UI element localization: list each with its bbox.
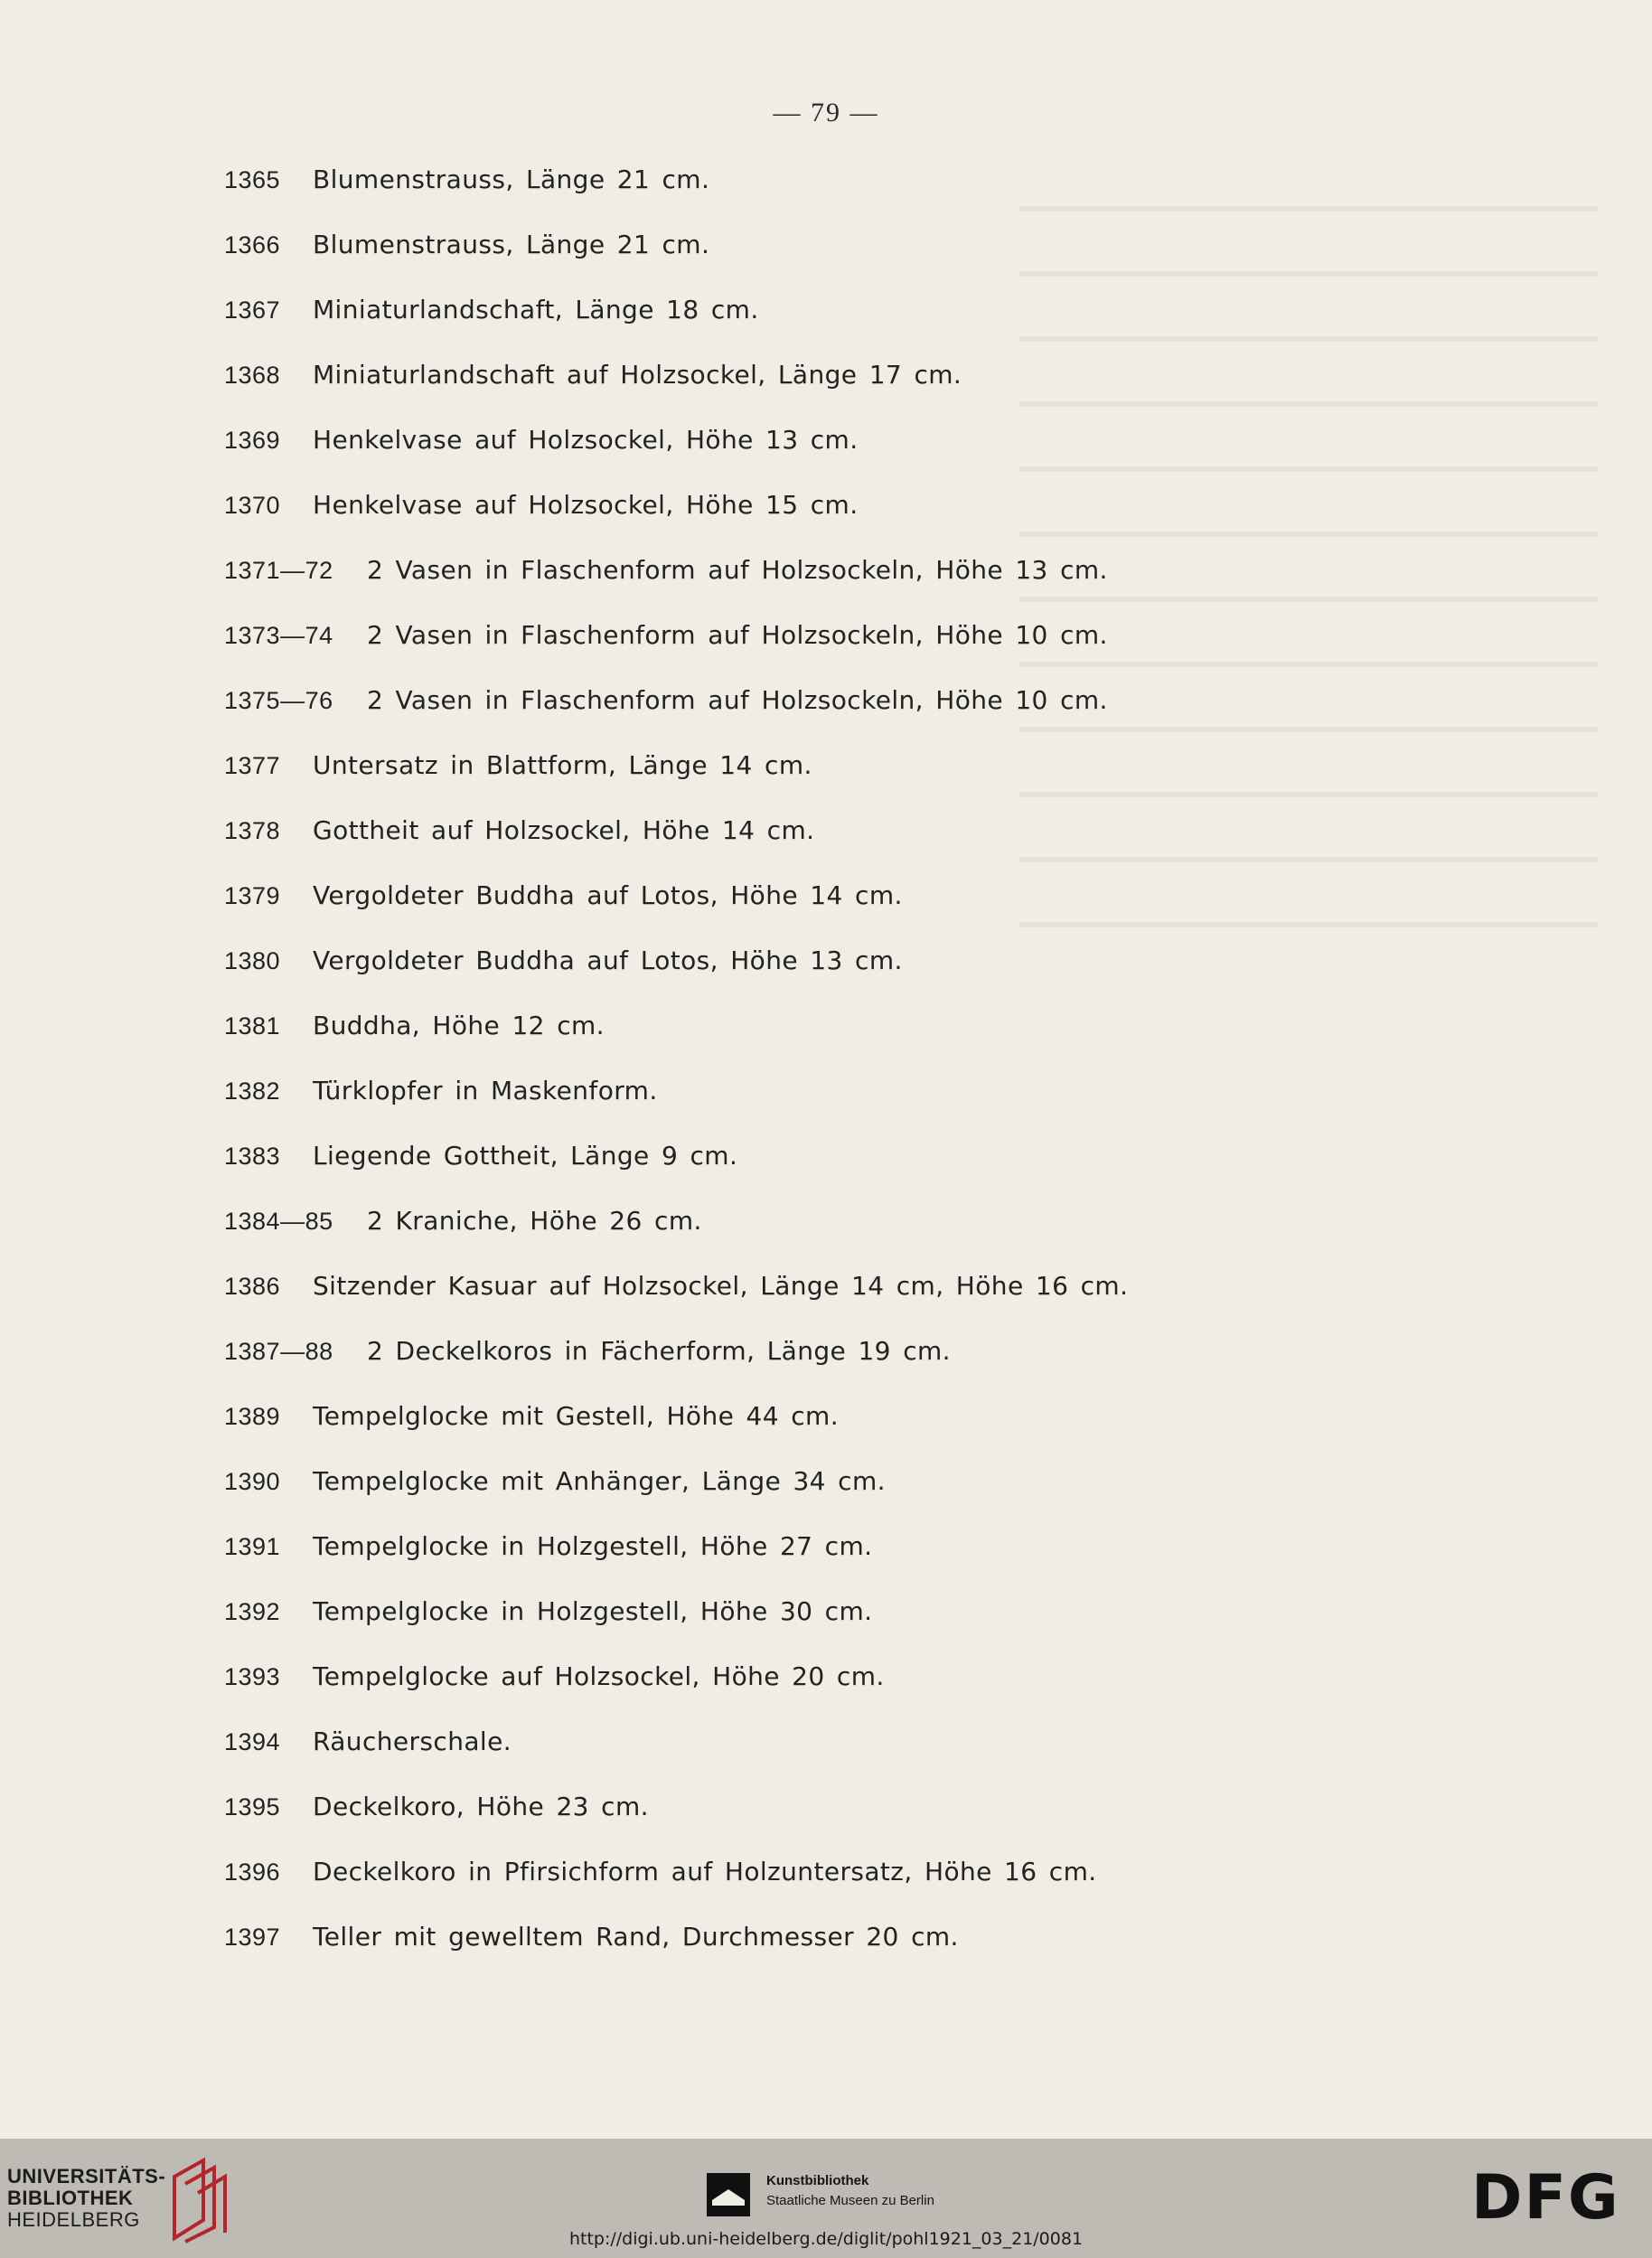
entry-description: Henkelvase auf Holzsockel, Höhe 15 cm. xyxy=(313,490,859,520)
entry-description: Blumenstrauss, Länge 21 cm. xyxy=(313,230,710,259)
kb-subtitle: Staatliche Museen zu Berlin xyxy=(766,2193,934,2208)
entry-number: 1386 xyxy=(224,1273,281,1300)
entry-description: Tempelglocke in Holzgestell, Höhe 27 cm. xyxy=(313,1531,873,1561)
entry-description: Tempelglocke mit Gestell, Höhe 44 cm. xyxy=(313,1401,840,1431)
footer-bar xyxy=(0,2139,1652,2258)
catalog-entry xyxy=(224,1661,1399,1726)
catalog-entry xyxy=(224,555,1399,620)
entry-number: 1383 xyxy=(224,1143,281,1170)
entry-number: 1379 xyxy=(224,882,281,909)
catalog-entry xyxy=(224,165,1399,230)
catalog-entry xyxy=(224,1792,1399,1857)
entry-number: 1389 xyxy=(224,1403,281,1430)
entry-description: Teller mit gewelltem Rand, Durchmesser 20 cm. xyxy=(313,1922,959,1952)
catalog-entry xyxy=(224,425,1399,490)
catalog-entry xyxy=(224,685,1399,750)
ub-logo-line1: UNIVERSITÄTS- xyxy=(7,2165,166,2187)
dfg-logo[interactable]: DFG xyxy=(1471,2162,1620,2234)
entry-description: Blumenstrauss, Länge 21 cm. xyxy=(313,165,710,194)
entry-number: 1370 xyxy=(224,492,281,519)
entry-description: Tempelglocke auf Holzsockel, Höhe 20 cm. xyxy=(313,1661,885,1691)
entry-description: Vergoldeter Buddha auf Lotos, Höhe 13 cm. xyxy=(313,946,903,975)
entry-description: 2 Deckelkoros in Fächerform, Länge 19 cm. xyxy=(367,1336,951,1366)
catalog-entry xyxy=(224,946,1399,1011)
catalog-entry xyxy=(224,230,1399,295)
entry-description: Henkelvase auf Holzsockel, Höhe 13 cm. xyxy=(313,425,859,455)
entry-number: 1393 xyxy=(224,1663,281,1690)
entry-number: 1387—88 xyxy=(224,1338,333,1365)
entry-description: 2 Kraniche, Höhe 26 cm. xyxy=(367,1206,702,1236)
catalog-entry xyxy=(224,1596,1399,1661)
entry-number: 1391 xyxy=(224,1533,281,1560)
heidelberg-library-logo[interactable] xyxy=(7,2166,165,2231)
catalog-entry xyxy=(224,620,1399,685)
ub-logo-line2: BIBLIOTHEK xyxy=(7,2187,134,2209)
catalog-entry xyxy=(224,490,1399,555)
catalog-entry xyxy=(224,750,1399,815)
entry-description: Räucherschale. xyxy=(313,1726,512,1756)
catalog-entry xyxy=(224,1336,1399,1401)
entry-description: Tempelglocke mit Anhänger, Länge 34 cm. xyxy=(313,1466,886,1496)
catalog-entry xyxy=(224,1922,1399,1987)
page-url[interactable]: http://digi.ub.uni-heidelberg.de/diglit/pohl1921_03_21/0081 xyxy=(568,2229,1084,2249)
catalog-entry xyxy=(224,1271,1399,1336)
entry-number: 1377 xyxy=(224,752,281,779)
entry-number: 1396 xyxy=(224,1858,281,1886)
entry-number: 1371—72 xyxy=(224,557,333,584)
catalog-entry xyxy=(224,1466,1399,1531)
entry-description: 2 Vasen in Flaschenform auf Holzsockeln, Höhe 10 cm. xyxy=(367,685,1108,715)
kb-title: Kunstbibliothek xyxy=(766,2173,869,2188)
entry-description: Deckelkoro, Höhe 23 cm. xyxy=(313,1792,649,1821)
entry-number: 1375—76 xyxy=(224,687,333,714)
entry-number: 1384—85 xyxy=(224,1208,333,1235)
entry-description: Sitzender Kasuar auf Holzsockel, Länge 14 cm, Höhe 16 cm. xyxy=(313,1271,1129,1301)
catalog-entries xyxy=(224,165,1399,1987)
entry-number: 1394 xyxy=(224,1728,281,1755)
entry-number: 1369 xyxy=(224,427,281,454)
entry-number: 1366 xyxy=(224,231,281,259)
entry-description: Buddha, Höhe 12 cm. xyxy=(313,1011,605,1040)
ub-logo-line3: HEIDELBERG xyxy=(7,2208,140,2231)
catalog-entry xyxy=(224,815,1399,880)
entry-number: 1378 xyxy=(224,817,281,844)
entry-number: 1397 xyxy=(224,1924,281,1951)
entry-description: Tempelglocke in Holzgestell, Höhe 30 cm. xyxy=(313,1596,873,1626)
catalog-entry xyxy=(224,1141,1399,1206)
catalog-entry xyxy=(224,1531,1399,1596)
entry-description: Liegende Gottheit, Länge 9 cm. xyxy=(313,1141,738,1171)
catalog-entry xyxy=(224,360,1399,425)
catalog-entry xyxy=(224,1206,1399,1271)
catalog-entry xyxy=(224,1011,1399,1076)
entry-description: Deckelkoro in Pfirsichform auf Holzuntersatz, Höhe 16 cm. xyxy=(313,1857,1097,1886)
entry-number: 1380 xyxy=(224,947,281,974)
entry-number: 1390 xyxy=(224,1468,281,1495)
catalog-entry xyxy=(224,880,1399,946)
entry-description: Vergoldeter Buddha auf Lotos, Höhe 14 cm. xyxy=(313,880,903,910)
entry-description: Gottheit auf Holzsockel, Höhe 14 cm. xyxy=(313,815,815,845)
entry-number: 1365 xyxy=(224,166,281,193)
entry-description: 2 Vasen in Flaschenform auf Holzsockeln, Höhe 13 cm. xyxy=(367,555,1108,585)
catalog-entry xyxy=(224,1401,1399,1466)
entry-number: 1368 xyxy=(224,362,281,389)
catalog-entry xyxy=(224,295,1399,360)
entry-description: 2 Vasen in Flaschenform auf Holzsockeln, Höhe 10 cm. xyxy=(367,620,1108,650)
entry-number: 1381 xyxy=(224,1012,281,1040)
kunstbibliothek-logo-icon xyxy=(703,2169,754,2220)
catalog-entry xyxy=(224,1076,1399,1141)
page-number: — 79 — xyxy=(773,98,879,127)
kunstbibliothek-logo[interactable] xyxy=(766,2171,934,2211)
entry-description: Untersatz in Blattform, Länge 14 cm. xyxy=(313,750,812,780)
entry-number: 1395 xyxy=(224,1793,281,1821)
entry-number: 1382 xyxy=(224,1077,281,1105)
entry-number: 1367 xyxy=(224,296,281,324)
entry-number: 1373—74 xyxy=(224,622,333,649)
catalog-entry xyxy=(224,1726,1399,1792)
entry-description: Miniaturlandschaft, Länge 18 cm. xyxy=(313,295,759,325)
entry-description: Miniaturlandschaft auf Holzsockel, Länge 17 cm. xyxy=(313,360,962,390)
entry-description: Türklopfer in Maskenform. xyxy=(313,1076,658,1105)
catalog-entry xyxy=(224,1857,1399,1922)
entry-number: 1392 xyxy=(224,1598,281,1625)
